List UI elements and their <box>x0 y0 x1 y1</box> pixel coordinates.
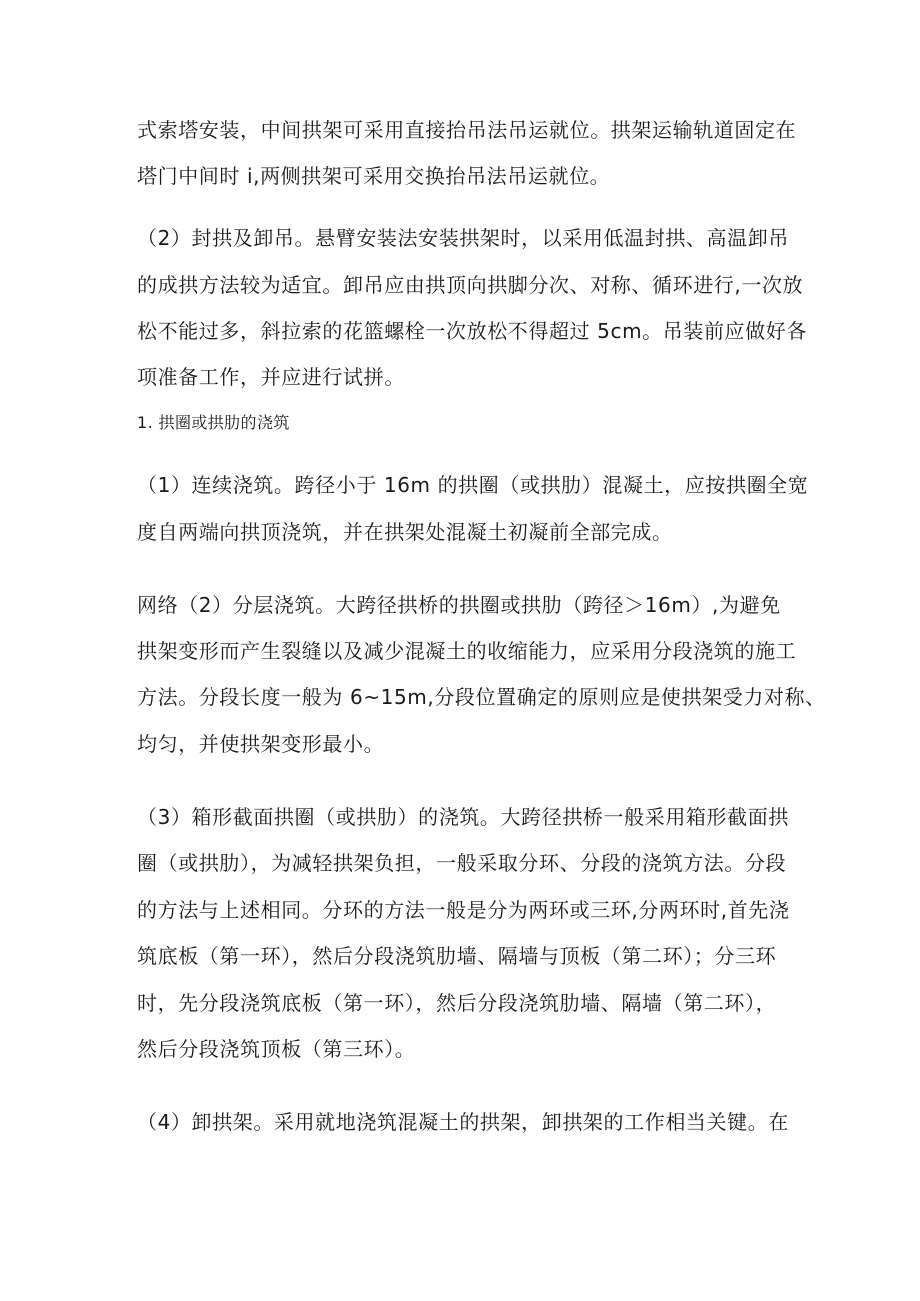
paragraph-line-1: 式索塔安装，中间拱架可采用直接抬吊法吊运就位。拱架运输轨道固定在 <box>137 118 797 142</box>
paragraph-line-20: （4）卸拱架。采用就地浇筑混凝土的拱架，卸拱架的工作相当关键。在 <box>137 1110 789 1134</box>
paragraph-line-16: 的方法与上述相同。分环的方法一般是分为两环或三环,分两环时,首先浇 <box>137 898 790 922</box>
paragraph-line-18: 时，先分段浇筑底板（第一环），然后分段浇筑肋墙、隔墙（第二环）， <box>137 991 777 1015</box>
paragraph-line-19: 然后分段浇筑顶板（第三环）。 <box>137 1037 416 1061</box>
paragraph-line-15: 圈（或拱肋），为减轻拱架负担，一般采取分环、分段的浇筑方法。分段 <box>137 851 787 875</box>
section-heading: 1. 拱圈或拱肋的浇筑 <box>137 413 290 432</box>
paragraph-line-10: 网络（2）分层浇筑。大跨径拱桥的拱圈或拱肋（跨径＞16m）,为避免 <box>137 593 781 617</box>
paragraph-line-9: 度自两端向拱顶浇筑，并在拱架处混凝土初凝前全部完成。 <box>137 520 673 544</box>
paragraph-line-11: 拱架变形而产生裂缝以及减少混凝土的收缩能力，应采用分段浇筑的施工 <box>137 639 797 663</box>
paragraph-line-17: 筑底板（第一环），然后分段浇筑肋墙、隔墙与顶板（第二环）；分三环 <box>137 944 777 968</box>
paragraph-line-3: （2）封拱及卸吊。悬臂安装法安装拱架时，以采用低温封拱、高温卸吊 <box>137 226 789 250</box>
paragraph-line-13: 均匀，并使拱架变形最小。 <box>137 732 385 756</box>
paragraph-line-5: 松不能过多，斜拉索的花篮螺栓一次放松不得超过 5cm。吊装前应做好各 <box>137 319 807 343</box>
paragraph-line-2: 塔门中间时 i,两侧拱架可采用交换抬吊法吊运就位。 <box>137 164 611 188</box>
paragraph-line-12: 方法。分段长度一般为 6~15m,分段位置确定的原则应是使拱架受力对称、 <box>137 685 826 709</box>
paragraph-line-6: 项准备工作，并应进行试拼。 <box>137 365 405 389</box>
paragraph-line-8: （1）连续浇筑。跨径小于 16m 的拱圈（或拱肋）混凝土，应按拱圈全宽 <box>137 473 809 497</box>
paragraph-line-14: （3）箱形截面拱圈（或拱肋）的浇筑。大跨径拱桥一般采用箱形截面拱 <box>137 805 789 829</box>
paragraph-line-4: 的成拱方法较为适宜。卸吊应由拱顶向拱脚分次、对称、循环进行,一次放 <box>137 273 804 297</box>
